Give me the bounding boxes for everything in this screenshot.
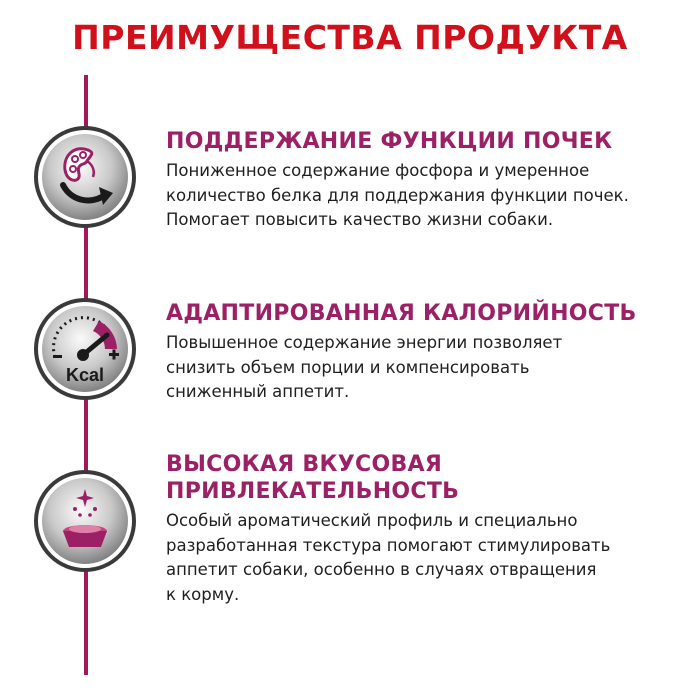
body-line: к корму.	[166, 584, 240, 604]
heading-line: ПРИВЛЕКАТЕЛЬНОСТЬ	[166, 479, 460, 504]
body-line: аппетит собаки, особенно в случаях отвращения	[166, 560, 597, 579]
food-bowl-icon	[33, 469, 137, 573]
benefit-palatability	[166, 451, 686, 607]
kcal-label: Kcal	[65, 365, 105, 385]
heading-line: АДАПТИРОВАННАЯ КАЛОРИЙНОСТЬ	[166, 301, 637, 326]
benefit-description	[166, 159, 686, 233]
body-line: сниженный аппетит.	[166, 382, 350, 401]
body-line: Пониженное содержание фосфора и умеренное	[166, 161, 590, 180]
body-line: снизить объем порции и компенсировать	[166, 357, 530, 377]
benefit-heading	[166, 300, 686, 327]
kidney-icon	[33, 125, 137, 229]
page-title: ПРЕИМУЩЕСТВА ПРОДУКТА	[72, 18, 628, 57]
benefit-description	[166, 331, 686, 405]
body-line: количество белка для поддержания функции почек.	[166, 185, 629, 205]
benefit-heading	[166, 128, 686, 155]
body-line: Особый ароматический профиль и специально	[166, 511, 578, 530]
kcal-gauge-icon	[33, 297, 137, 401]
heading-line: ВЫСОКАЯ ВКУСОВАЯ	[166, 452, 443, 477]
benefit-kidney	[166, 128, 686, 233]
body-line: разработанная текстура помогают стимулировать	[166, 535, 611, 555]
body-line: Помогает повысить качество жизни собаки.	[166, 210, 554, 229]
benefit-calories	[166, 300, 686, 405]
benefit-description	[166, 509, 686, 607]
body-line: Повышенное содержание энергии позволяет	[166, 333, 563, 352]
benefit-heading	[166, 451, 686, 505]
heading-line: ПОДДЕРЖАНИЕ ФУНКЦИИ ПОЧЕК	[166, 129, 613, 154]
